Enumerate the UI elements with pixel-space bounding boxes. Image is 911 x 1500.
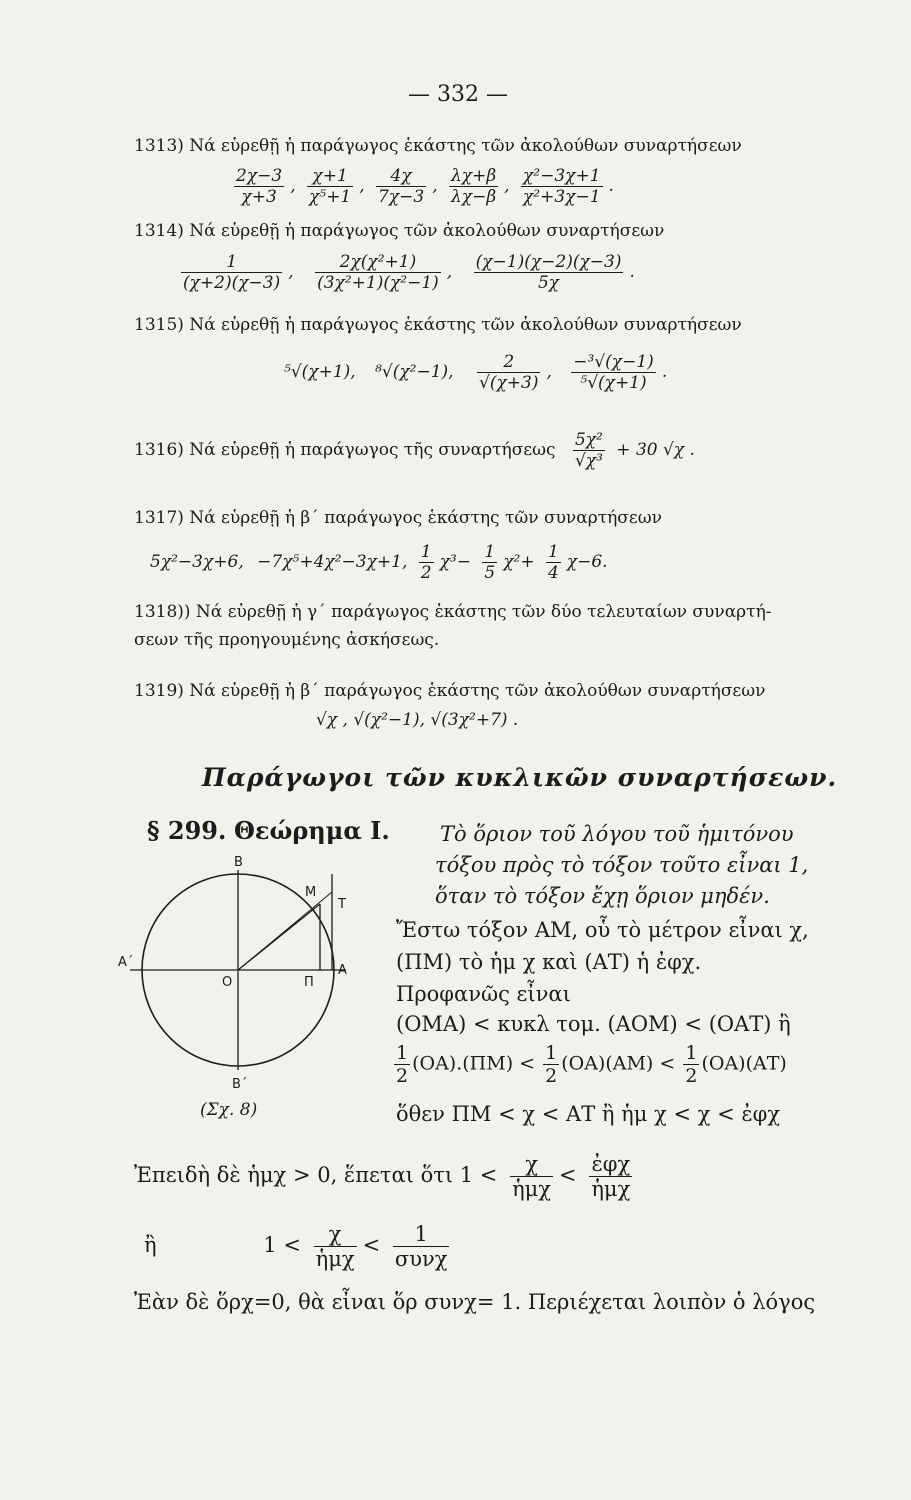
page-number: — 332 — xyxy=(408,82,508,107)
fraction: $\frac{(\chi-1)(\chi-2)(\chi-3)}{5\chi}$ xyxy=(475,252,622,293)
fraction: $\frac{1}{2}$ xyxy=(420,542,432,583)
fraction: $\frac{1}{(\chi+2)(\chi-3)}$ xyxy=(183,252,281,293)
fraction: $\frac{4\chi}{7\chi-3}$ xyxy=(378,166,425,207)
fraction: $\frac{1}{2}$ xyxy=(545,1042,558,1087)
fraction: $\frac{\lambda\chi+\beta}{\lambda\chi-\beta}$ xyxy=(451,166,497,207)
section-label: § 299. Θεώρημα Ι. xyxy=(147,816,390,845)
fraction: ἐφχ ἡμχ xyxy=(591,1152,631,1201)
exercise-1313-functions: $\frac{2\chi-3}{\chi+3}$ , $\frac{\chi+1}{\text{χ⁵+1}}$ , $\frac{4\chi}{7\chi-3}$ , $\frac{\lambda\chi+\beta}{\lambda\chi-\beta}$ , $\frac{\text{χ²−3χ+1}}{\text{χ²+3χ−1}}$ . xyxy=(236,166,614,207)
fraction: $\frac{1}{2}$ xyxy=(396,1042,409,1087)
theorem-line-2: τόξου πρὸς τὸ τόξον τοῦτο εἶναι 1, xyxy=(435,853,809,877)
fraction: $\frac{1}{5}$ xyxy=(484,542,496,583)
unit-circle-figure xyxy=(110,852,350,1092)
exercise-1318-line2: σεων τῆς προηγουμένης ἀσκήσεως. xyxy=(134,630,440,650)
exercise-1315-text: 1315) Νά εὑρεθῇ ἡ παράγωγος ἑκάστης τῶν ἀκολούθων συναρτήσεων xyxy=(134,315,742,335)
proof-line-5: $\frac{1}{2}$ (ΟΑ).(ΠΜ) < $\frac{1}{2}$ (ΟΑ)(ΑΜ) < $\frac{1}{2}$ (ΟΑ)(ΑΤ) xyxy=(396,1042,787,1087)
fraction: χ ἡμχ xyxy=(315,1222,355,1271)
proof-line-4: (ΟΜΑ) < κυκλ τομ. (ΑΟΜ) < (ΟΑΤ) ἢ xyxy=(396,1012,791,1036)
exercise-1317-functions: 5χ²−3χ+6, −7χ⁵+4χ²−3χ+1, $\frac{1}{2}$ χ³− $\frac{1}{5}$ χ²+ $\frac{1}{4}$ χ−6. xyxy=(150,542,608,583)
proof-line-3: Προφανῶς εἶναι xyxy=(396,982,571,1006)
exercise-1317-text: 1317) Νά εὑρεθῇ ἡ β΄ παράγωγος ἑκάστης τῶν συναρτήσεων xyxy=(134,508,662,528)
fraction: $\frac{\text{χ²−3χ+1}}{\text{χ²+3χ−1}}$ xyxy=(522,166,601,207)
exercise-1314-functions: $\frac{1}{(\chi+2)(\chi-3)}$ , $\frac{\text{2χ(χ²+1)}}{\text{(3χ²+1)(χ²−1)}}$ , $\frac{(\chi-1)(\chi-2)(\chi-3)}{5\chi}$ . xyxy=(183,252,635,293)
section-heading: Παράγωγοι τῶν κυκλικῶν συναρτήσεων. xyxy=(202,763,838,792)
fraction: $\frac{1}{2}$ xyxy=(685,1042,698,1087)
label-b: B xyxy=(234,855,243,870)
exercise-1319-text: 1319) Νά εὑρεθῇ ἡ β΄ παράγωγος ἑκάστης τῶν ἀκολούθων συναρτήσεων xyxy=(134,681,766,701)
theorem-line-3: ὅταν τὸ τόξον ἔχῃ ὅριον μηδέν. xyxy=(435,884,770,908)
fraction: χ ἡμχ xyxy=(512,1152,552,1201)
label-a-left: Α΄ xyxy=(118,955,134,970)
figure-caption: (Σχ. 8) xyxy=(200,1100,258,1120)
label-t: T xyxy=(338,897,346,912)
fraction: 1 συνχ xyxy=(394,1222,448,1271)
proof-line-1: Ἔστω τόξον ΑΜ, οὗ τὸ μέτρον εἶναι χ, xyxy=(396,918,809,942)
exercise-1314-text: 1314) Νά εὑρεθῇ ἡ παράγωγος τῶν ἀκολούθων συναρτήσεων xyxy=(134,221,665,241)
secant-ot xyxy=(238,892,332,970)
fraction: $\frac{1}{4}$ xyxy=(547,542,559,583)
theorem-line-1: Τὸ ὅριον τοῦ λόγου τοῦ ἡμιτόνου xyxy=(440,822,794,846)
exercise-1316-text: 1316) Νά εὑρεθῇ ἡ παράγωγος τῆς συναρτήσεως xyxy=(134,440,556,460)
fraction: $\frac{\text{5χ²}}{\text{√χ³}}$ xyxy=(574,430,603,471)
proof-line-2: (ΠΜ) τὸ ἡμ χ καὶ (ΑΤ) ἡ ἐφχ. xyxy=(396,950,702,974)
fraction: $\frac{\chi+1}{\text{χ⁵+1}}$ xyxy=(309,166,352,207)
fraction: $\frac{2\chi-3}{\chi+3}$ xyxy=(236,166,283,207)
label-m: M xyxy=(305,885,317,900)
exercise-1319-functions: √χ , √(χ²−1), √(3χ²+7) . xyxy=(316,710,519,730)
exercise-1318-line1: 1318)) Νά εὑρεθῇ ἡ γ΄ παράγωγος ἑκάστης τῶν δύο τελευταίων συναρτή- xyxy=(134,602,772,622)
proof-line-6: ὅθεν ΠΜ < χ < ΑΤ ἢ ἡμ χ < χ < ἐφχ xyxy=(396,1102,781,1126)
conclusion-line-3: Ἐὰν δὲ ὅρχ=0, θὰ εἶναι ὅρ συνχ= 1. Περιέχεται λοιπὸν ὁ λόγος xyxy=(134,1290,816,1314)
root-1: ⁵√(χ+1), xyxy=(284,362,356,382)
label-b-bottom: B΄ xyxy=(232,1077,248,1092)
root-2: ⁸√(χ²−1), xyxy=(375,362,454,382)
label-a: A xyxy=(338,963,347,978)
exercise-1313-text: 1313) Νά εὑρεθῇ ἡ παράγωγος ἑκάστης τῶν ἀκολούθων συναρτήσεων xyxy=(134,136,742,156)
conclusion-line-2: ἢ 1 < χ ἡμχ < 1 συνχ xyxy=(144,1222,448,1271)
exercise-1316 xyxy=(134,430,695,471)
fraction: $\frac{2}{√(\chi+3)}$ xyxy=(479,352,539,393)
conclusion-line-1: Ἐπειδὴ δὲ ἡμχ > 0, ἕπεται ὅτι 1 < χ ἡμχ < ἐφχ ἡμχ xyxy=(134,1152,631,1201)
exercise-1315-functions: ⁵√(χ+1), ⁸√(χ²−1), $\frac{2}{√(\chi+3)}$ , $\frac{\text{−³√(χ−1)}}{\text{⁵√(χ+1)}}$ . xyxy=(284,352,668,393)
exercise-1316-tail: + 30 √χ . xyxy=(616,440,695,460)
fraction: $\frac{\text{2χ(χ²+1)}}{\text{(3χ²+1)(χ²−1)}}$ xyxy=(317,252,439,293)
label-p: Π xyxy=(304,975,314,990)
label-o: O xyxy=(222,975,233,990)
fraction: $\frac{\text{−³√(χ−1)}}{\text{⁵√(χ+1)}}$ xyxy=(573,352,654,393)
